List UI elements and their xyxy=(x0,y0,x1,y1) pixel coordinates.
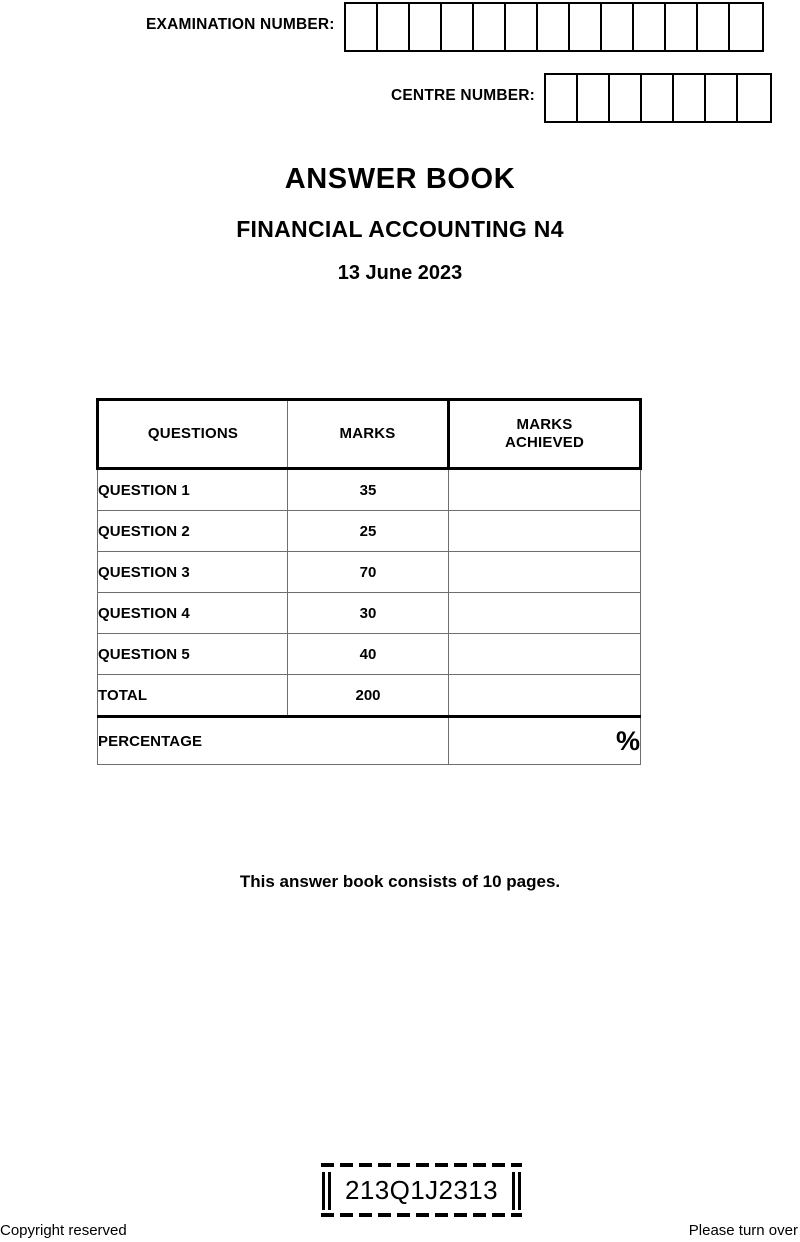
row-label: QUESTION 3 xyxy=(98,552,288,593)
examination-number-box[interactable] xyxy=(378,4,410,50)
row-marks-total: 200 xyxy=(288,675,449,717)
table-row xyxy=(98,511,641,552)
examination-number-field xyxy=(146,2,764,52)
table-row xyxy=(98,634,641,675)
table-row xyxy=(98,469,641,511)
page-count-note: This answer book consists of 10 pages. xyxy=(239,872,561,891)
centre-number-box[interactable] xyxy=(578,75,610,121)
examination-number-box[interactable] xyxy=(538,4,570,50)
centre-number-boxes[interactable] xyxy=(544,73,772,123)
table-row xyxy=(98,593,641,634)
marks-summary-table xyxy=(96,398,642,765)
table-row xyxy=(98,552,641,593)
table-row-total xyxy=(98,675,641,717)
table-row-percentage xyxy=(98,717,641,765)
exam-date: 13 June 2023 xyxy=(337,262,463,284)
page-title: ANSWER BOOK xyxy=(284,163,516,195)
subject-title: FINANCIAL ACCOUNTING N4 xyxy=(236,216,564,242)
examination-number-label: EXAMINATION NUMBER: xyxy=(146,16,335,33)
examination-number-box[interactable] xyxy=(666,4,698,50)
title-block xyxy=(0,163,800,285)
table-header-row xyxy=(98,400,641,469)
row-label-total: TOTAL xyxy=(98,675,288,717)
row-marks-achieved-input[interactable] xyxy=(449,634,641,675)
page-footer xyxy=(0,1222,800,1242)
row-marks: 30 xyxy=(288,593,449,634)
row-marks-achieved-input[interactable] xyxy=(449,552,641,593)
row-label: QUESTION 2 xyxy=(98,511,288,552)
column-header-marks: MARKS xyxy=(288,400,449,469)
examination-number-box[interactable] xyxy=(730,4,762,50)
row-marks-achieved-input[interactable] xyxy=(449,593,641,634)
percentage-label: PERCENTAGE xyxy=(98,717,449,765)
examination-number-box[interactable] xyxy=(570,4,602,50)
centre-number-box[interactable] xyxy=(642,75,674,121)
centre-number-field xyxy=(391,73,772,123)
row-marks: 40 xyxy=(288,634,449,675)
percentage-symbol[interactable]: % xyxy=(449,717,641,765)
row-marks-achieved-input[interactable] xyxy=(449,469,641,511)
centre-number-box[interactable] xyxy=(706,75,738,121)
examination-number-box[interactable] xyxy=(346,4,378,50)
examination-number-box[interactable] xyxy=(634,4,666,50)
row-marks-achieved-input[interactable] xyxy=(449,511,641,552)
row-label: QUESTION 1 xyxy=(98,469,288,511)
row-marks-achieved-total-input[interactable] xyxy=(449,675,641,717)
examination-number-box[interactable] xyxy=(442,4,474,50)
examination-number-box[interactable] xyxy=(602,4,634,50)
turn-over-notice: Please turn over xyxy=(688,1222,798,1239)
examination-number-box[interactable] xyxy=(410,4,442,50)
row-label: QUESTION 4 xyxy=(98,593,288,634)
examination-number-box[interactable] xyxy=(698,4,730,50)
column-header-questions: QUESTIONS xyxy=(98,400,288,469)
barcode-code-text: 213Q1J2313 xyxy=(345,1175,498,1205)
column-header-marks-achieved-line2: ACHIEVED xyxy=(504,434,585,451)
centre-number-box[interactable] xyxy=(738,75,770,121)
examination-number-box[interactable] xyxy=(506,4,538,50)
examination-number-boxes[interactable] xyxy=(344,2,764,52)
centre-number-box[interactable] xyxy=(674,75,706,121)
barcode-stamp xyxy=(321,1163,522,1217)
column-header-marks-achieved xyxy=(449,400,641,469)
row-marks: 35 xyxy=(288,469,449,511)
row-label: QUESTION 5 xyxy=(98,634,288,675)
examination-number-box[interactable] xyxy=(474,4,506,50)
row-marks: 25 xyxy=(288,511,449,552)
centre-number-label: CENTRE NUMBER: xyxy=(391,87,536,104)
centre-number-box[interactable] xyxy=(546,75,578,121)
copyright-notice: Copyright reserved xyxy=(0,1222,127,1239)
column-header-marks-achieved-line1: MARKS xyxy=(516,415,573,433)
centre-number-box[interactable] xyxy=(610,75,642,121)
row-marks: 70 xyxy=(288,552,449,593)
